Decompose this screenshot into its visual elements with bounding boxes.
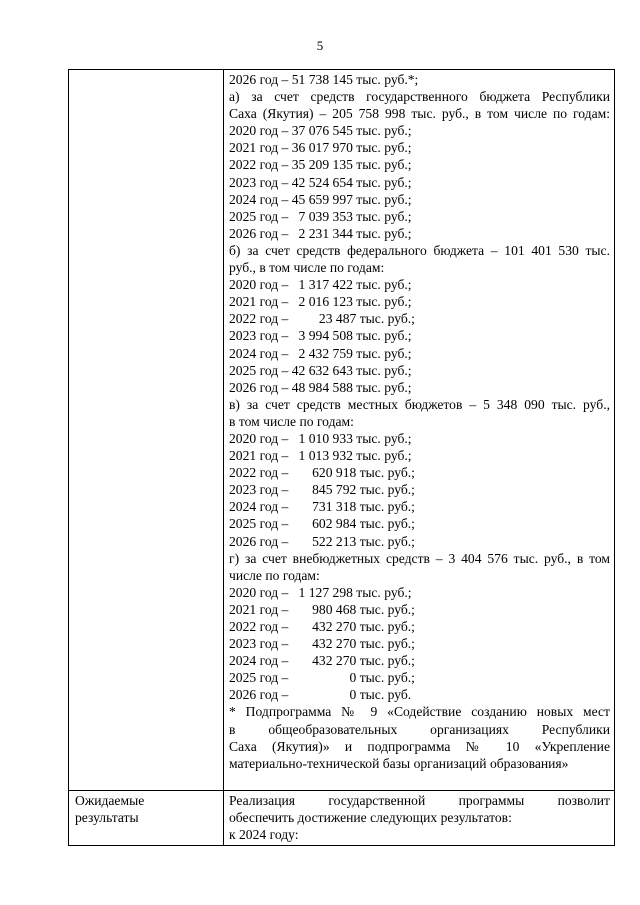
results-text-cell (224, 791, 615, 846)
text-line: б) за счет средств федерального бюджета – 101 401 530 тыс. (229, 242, 610, 258)
funding-label-cell (69, 70, 224, 791)
text-line: 2024 год – 731 318 тыс. руб.; (229, 499, 415, 515)
text-line: 2025 год – 602 984 тыс. руб.; (229, 516, 415, 532)
results-label-line: Ожидаемые (75, 793, 145, 808)
text-line: 2026 год – 51 738 145 тыс. руб.*; (229, 72, 419, 87)
page-number: 5 (316, 38, 324, 53)
text-line: 2023 год – 432 270 тыс. руб.; (229, 636, 415, 652)
text-line: руб., в том числе по годам: (229, 260, 385, 276)
text-line: 2025 год – 42 632 643 тыс. руб.; (229, 362, 412, 378)
text-line: 2023 год – 3 994 508 тыс. руб.; (229, 328, 412, 344)
funding-text (229, 71, 610, 772)
text-line: 2023 год – 42 524 654 тыс. руб.; (229, 174, 412, 190)
text-line: 2026 год – 522 213 тыс. руб.; (229, 533, 415, 549)
text-line: Саха (Якутия)» и подпрограмма № 10 «Укрепление (229, 738, 610, 754)
text-line: 2026 год – 48 984 588 тыс. руб.; (229, 379, 412, 395)
text-line: 2026 год – 2 231 344 тыс. руб.; (229, 225, 412, 241)
text-line: 2020 год – 1 127 298 тыс. руб.; (229, 584, 412, 600)
text-line: 2024 год – 2 432 759 тыс. руб.; (229, 345, 412, 361)
text-line: 2021 год – 1 013 932 тыс. руб.; (229, 448, 412, 464)
text-line: 2022 год – 35 209 135 тыс. руб.; (229, 157, 412, 173)
text-line: обеспечить достижение следующих результатов: (229, 810, 512, 826)
text-line: 2026 год – 0 тыс. руб. (229, 687, 412, 703)
text-line: 2020 год – 1 317 422 тыс. руб.; (229, 277, 412, 293)
text-line: * Подпрограмма № 9 «Содействие созданию новых мест (229, 704, 610, 720)
text-line: 2022 год – 432 270 тыс. руб.; (229, 619, 415, 634)
text-line: 2021 год – 36 017 970 тыс. руб.; (229, 140, 412, 156)
text-line: 2020 год – 1 010 933 тыс. руб.; (229, 430, 412, 446)
text-line: материально-технической базы организаций образования» (229, 755, 569, 771)
text-line: 2024 год – 45 659 997 тыс. руб.; (229, 191, 412, 207)
text-line: 2020 год – 37 076 545 тыс. руб.; (229, 123, 412, 139)
table-row-results (69, 791, 615, 846)
results-label-cell (69, 791, 224, 846)
text-line: 2021 год – 2 016 123 тыс. руб.; (229, 294, 412, 310)
passport-table (68, 69, 615, 846)
text-line: а) за счет средств государственного бюджета Республики (229, 89, 610, 105)
text-line: 2024 год – 432 270 тыс. руб.; (229, 653, 415, 669)
results-text (229, 792, 610, 843)
text-line: числе по годам: (229, 567, 320, 583)
text-line: в том числе по годам: (229, 413, 354, 429)
text-line: в) за счет средств местных бюджетов – 5 348 090 тыс. руб., (229, 396, 610, 412)
text-line: 2022 год – 620 918 тыс. руб.; (229, 465, 415, 481)
text-line: 2021 год – 980 468 тыс. руб.; (229, 601, 415, 617)
funding-text-cell (224, 70, 615, 791)
text-line: Саха (Якутия) – 205 758 998 тыс. руб., в том числе по годам: (229, 106, 610, 122)
text-line: Реализация государственной программы позволит (229, 793, 610, 808)
text-line: 2023 год – 845 792 тыс. руб.; (229, 482, 415, 498)
table-row-funding (69, 70, 615, 791)
text-line: 2025 год – 7 039 353 тыс. руб.; (229, 208, 412, 224)
text-line: г) за счет внебюджетных средств – 3 404 576 тыс. руб., в том (229, 550, 610, 566)
text-line: 2022 год – 23 487 тыс. руб.; (229, 311, 415, 327)
text-line: в общеобразовательных организациях Республики (229, 721, 610, 737)
results-label-line: результаты (75, 810, 139, 826)
text-line: к 2024 году: (229, 827, 299, 843)
text-line: 2025 год – 0 тыс. руб.; (229, 670, 415, 686)
